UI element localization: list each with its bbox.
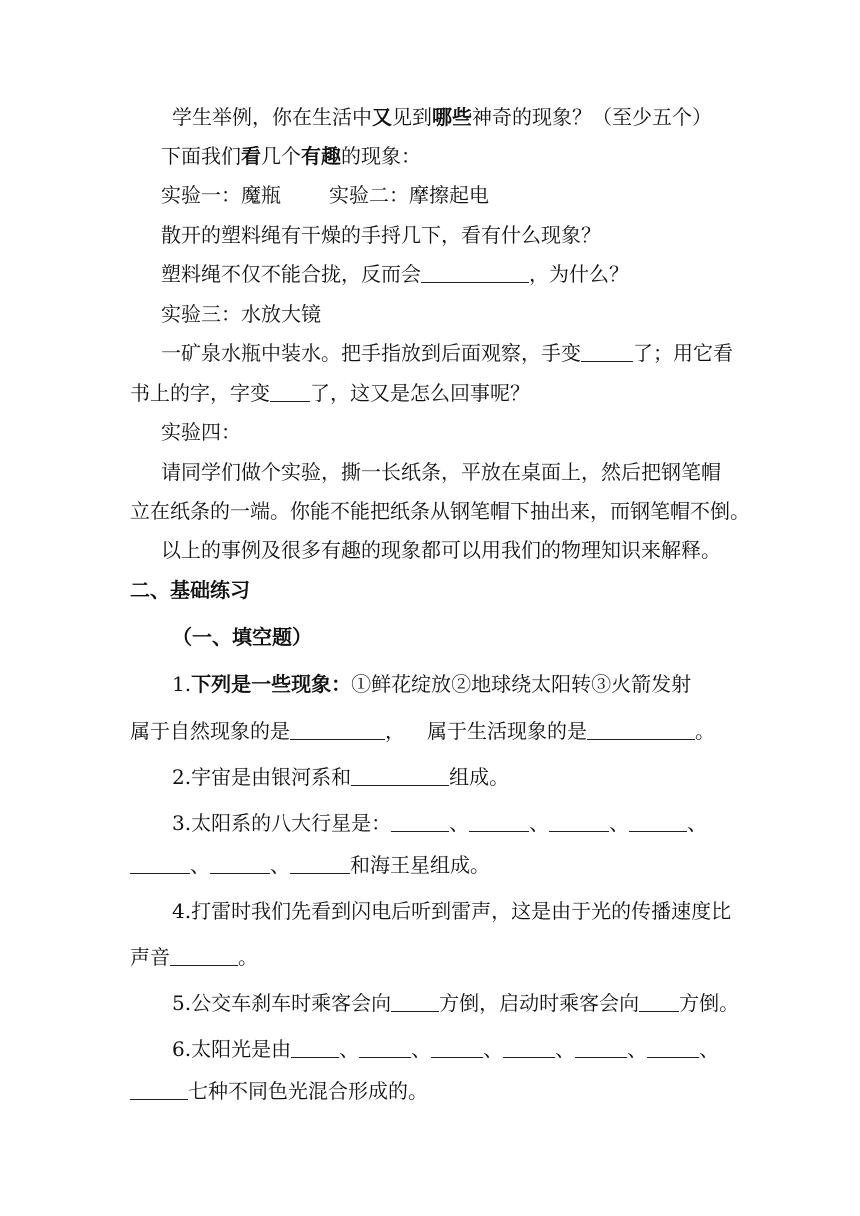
text: 下面我们: [161, 144, 241, 168]
blank-line: [291, 1037, 339, 1058]
bold-text: 看: [241, 144, 261, 168]
text: 公交车刹车时乘客会向: [191, 991, 392, 1015]
experiment-4-label: 实验四：: [161, 420, 241, 444]
blank-line: [647, 1037, 699, 1058]
text: 太阳光是由: [191, 1037, 292, 1061]
question-number: 4.: [172, 899, 192, 923]
intro-line-1: [172, 104, 712, 130]
text: 属于自然现象的是: [130, 719, 290, 743]
text: 一矿泉水瓶中装水。把手指放到后面观察，手变: [161, 341, 581, 365]
text: 七种不同色光混合形成的。: [188, 1079, 428, 1103]
text: 塑料绳不仅不能合拢，反而会: [161, 262, 421, 286]
question-3-line-2: [130, 852, 490, 878]
blank-line: [290, 719, 385, 740]
blank-line: [431, 1037, 483, 1058]
bold-text: 有趣: [301, 144, 341, 168]
bold-text: 下列是一些现象：: [191, 672, 352, 696]
summary-line: 以上的事例及很多有趣的现象都可以用我们的物理知识来解释。: [161, 538, 721, 562]
experiment-2-instruction: 散开的塑料绳有干燥的手捋几下，看有什么现象？: [161, 223, 601, 247]
question-1-line-1: [172, 671, 691, 697]
text: 几个: [261, 144, 301, 168]
text: 和海王星组成。: [350, 853, 490, 877]
text: 属于生活现象的是: [427, 719, 587, 743]
question-number: 5.: [172, 991, 192, 1015]
question-5: [172, 990, 739, 1016]
text: 声音: [130, 945, 170, 969]
question-1-line-2: [130, 718, 715, 744]
text: 神奇的现象？（至少五个）: [472, 105, 712, 129]
text: 见到: [392, 105, 432, 129]
text: 。: [695, 719, 715, 743]
text: 书上的字，字变: [130, 381, 270, 405]
blank-line: [130, 853, 190, 874]
text: 打雷时我们先看到闪电后听到雷声，这是由于光的传播速度比: [191, 899, 732, 923]
blank-line: [130, 1079, 188, 1100]
separator: 、: [529, 811, 550, 835]
blank-line: [587, 719, 695, 740]
question-6-line-1: [172, 1036, 719, 1062]
blank-line: [639, 991, 679, 1012]
blank-line: [391, 991, 439, 1012]
blank-line: [421, 262, 529, 283]
blank-line: [581, 341, 633, 362]
text: 方倒。: [679, 991, 740, 1015]
question-4-line-2: [130, 944, 258, 970]
subsection-heading: （一、填空题）: [172, 625, 312, 649]
separator: 、: [449, 811, 470, 835]
blank-line: [575, 1037, 627, 1058]
blank-line: [270, 381, 310, 402]
text: ，为什么？: [529, 262, 629, 286]
text: ①鲜花绽放②地球绕太阳转③火箭发射: [351, 672, 692, 696]
experiment-3-line-1: [161, 340, 733, 366]
separator: 、: [339, 1037, 360, 1061]
separator: 、: [627, 1037, 648, 1061]
experiment-3-line-2: [130, 380, 530, 406]
question-3-line-1: [172, 810, 707, 836]
question-number: 2.: [172, 765, 192, 789]
separator: 、: [190, 853, 210, 877]
bold-text: 又: [372, 105, 392, 129]
experiment-1-label: 实验一：魔瓶: [161, 183, 281, 207]
separator: 、: [483, 1037, 504, 1061]
experiment-4-line-2: 立在纸条的一端。你能不能把纸条从钢笔帽下抽出来，而钢笔帽不倒。: [130, 499, 750, 523]
section-heading: 二、基础练习: [130, 578, 250, 602]
blank-line: [629, 811, 687, 832]
experiment-2-question: [161, 261, 629, 287]
question-4-line-1: [172, 898, 731, 924]
text: 的现象：: [341, 144, 421, 168]
blank-line: [351, 765, 449, 786]
text: ，: [385, 719, 405, 743]
blank-line: [170, 945, 238, 966]
experiment-2-label: 实验二：摩擦起电: [329, 183, 489, 207]
text: 组成。: [449, 765, 510, 789]
separator: 、: [411, 1037, 432, 1061]
separator: 、: [699, 1037, 720, 1061]
blank-line: [469, 811, 529, 832]
question-number: 3.: [172, 811, 192, 835]
experiment-3-label: 实验三：水放大镜: [161, 302, 321, 326]
blank-line: [290, 853, 350, 874]
text: 了，这又是怎么回事呢？: [310, 381, 530, 405]
blank-line: [210, 853, 270, 874]
text: 。: [238, 945, 258, 969]
experiment-4-line-1: 请同学们做个实验，撕一长纸条，平放在桌面上，然后把钢笔帽: [161, 460, 721, 484]
blank-line: [391, 811, 449, 832]
text: 太阳系的八大行星是：: [191, 811, 392, 835]
question-number: 6.: [172, 1037, 192, 1061]
question-2: [172, 764, 509, 790]
separator: 、: [609, 811, 630, 835]
intro-line-2: [161, 143, 421, 169]
separator: 、: [687, 811, 708, 835]
experiment-1-2-line: [161, 182, 489, 208]
separator: 、: [555, 1037, 576, 1061]
bold-text: 哪些: [432, 105, 472, 129]
blank-line: [359, 1037, 411, 1058]
question-number: 1.: [172, 672, 192, 696]
text: 学生举例，你在生活中: [172, 105, 372, 129]
blank-line: [549, 811, 609, 832]
question-6-line-2: [130, 1078, 428, 1104]
text: 宇宙是由银河系和: [191, 765, 352, 789]
text: 了；用它看: [633, 341, 733, 365]
separator: 、: [270, 853, 290, 877]
text: 方倒，启动时乘客会向: [439, 991, 640, 1015]
blank-line: [503, 1037, 555, 1058]
